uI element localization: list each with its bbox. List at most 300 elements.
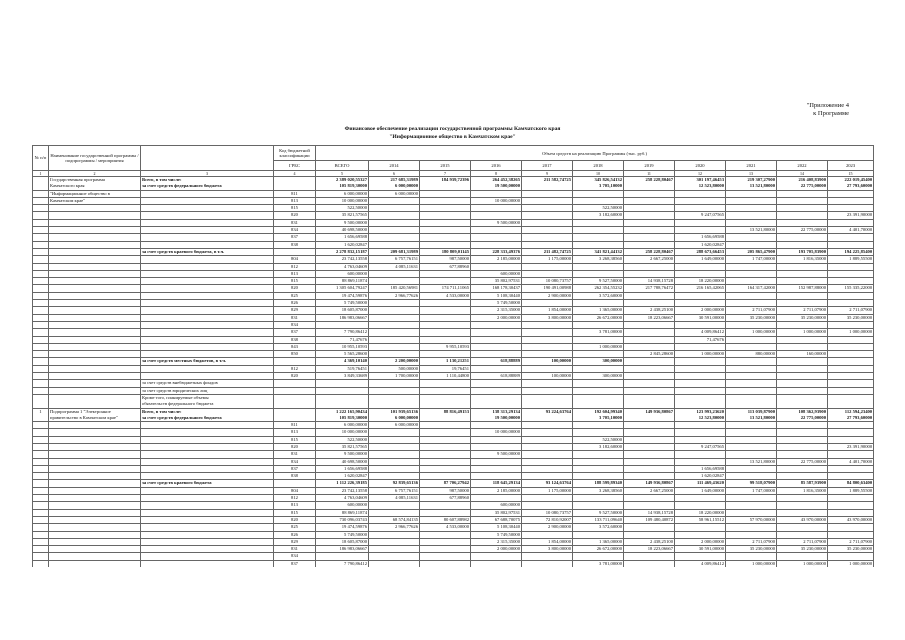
grbs-code: 815: [274, 278, 316, 285]
row-number: [33, 538, 49, 545]
amount-cell: 3 572,60000: [573, 292, 624, 299]
amount-cell: 7 790,86412: [316, 560, 369, 567]
row-number: [33, 365, 49, 372]
column-index: 7: [420, 171, 471, 177]
amount-cell: [420, 270, 471, 277]
program-name: [49, 256, 141, 263]
amount-cell: [828, 553, 874, 560]
amount-cell: 3 800,00000: [522, 314, 573, 321]
table-row: [33, 285, 874, 292]
table-row: [33, 458, 874, 465]
grbs-code: 825: [274, 524, 316, 531]
program-name: [49, 436, 141, 443]
amount-cell: [573, 336, 624, 343]
amount-cell: [420, 227, 471, 234]
table-row: [33, 227, 874, 234]
amount-cell: [777, 429, 828, 436]
amount-cell: [522, 451, 573, 458]
amount-cell: 9 500,00000: [471, 219, 522, 226]
amount-cell: [522, 380, 573, 387]
amount-cell: 10 000,00000: [316, 197, 369, 204]
funding-source: [141, 524, 274, 531]
amount-cell: 1 656,69588: [316, 234, 369, 241]
amount-cell: [828, 292, 874, 299]
amount-cell: [828, 524, 874, 531]
program-name: [49, 473, 141, 480]
amount-cell: 2 000,00000: [471, 314, 522, 321]
amount-cell: [726, 358, 777, 365]
amount-cell: [471, 401, 522, 408]
row-number: [33, 473, 49, 480]
amount-cell: [777, 553, 828, 560]
amount-cell: 13 521,80000: [726, 415, 777, 422]
amount-cell: [573, 422, 624, 429]
amount-cell: 2 845,28600: [624, 351, 675, 358]
amount-cell: [471, 495, 522, 502]
amount-cell: [369, 212, 420, 219]
amount-cell: [624, 380, 675, 387]
amount-cell: 18 220,00000: [675, 278, 726, 285]
table-row: [33, 270, 874, 277]
table-row: [33, 177, 874, 184]
amount-cell: [471, 205, 522, 212]
amount-cell: 27 793,60000: [828, 183, 874, 190]
row-number: [33, 177, 49, 184]
column-index: 13: [726, 171, 777, 177]
amount-cell: [471, 458, 522, 465]
program-name: [49, 422, 141, 429]
table-row: [33, 292, 874, 299]
table-row: [33, 300, 874, 307]
amount-cell: 500,00000: [369, 365, 420, 372]
amount-cell: 1 000,00000: [726, 329, 777, 336]
amount-cell: [675, 553, 726, 560]
header-year: 2018: [573, 161, 624, 171]
amount-cell: 1 175,00000: [522, 256, 573, 263]
amount-cell: [369, 465, 420, 472]
program-name: [49, 380, 141, 387]
amount-cell: [675, 394, 726, 401]
amount-cell: 40 698,50000: [316, 458, 369, 465]
amount-cell: [777, 241, 828, 248]
amount-cell: [573, 219, 624, 226]
amount-cell: [828, 197, 874, 204]
program-name: [49, 560, 141, 567]
amount-cell: [828, 234, 874, 241]
grbs-code: [274, 183, 316, 190]
amount-cell: [573, 241, 624, 248]
amount-cell: [471, 263, 522, 270]
amount-cell: 68 574,84135: [369, 516, 420, 523]
amount-cell: [675, 380, 726, 387]
amount-cell: 3 572,60000: [573, 524, 624, 531]
amount-cell: [420, 183, 471, 190]
amount-cell: [522, 465, 573, 472]
amount-cell: [726, 321, 777, 328]
program-name: "Информационное общество в: [49, 190, 141, 197]
amount-cell: 677,88960: [420, 263, 471, 270]
program-name: [49, 343, 141, 350]
grbs-code: 812: [274, 495, 316, 502]
amount-cell: 188 599,89340: [573, 480, 624, 487]
funding-source: [141, 292, 274, 299]
amount-cell: [624, 553, 675, 560]
amount-cell: 88 816,49153: [420, 408, 471, 415]
amount-cell: 88 869,11874: [316, 278, 369, 285]
amount-cell: 5 108,30440: [471, 292, 522, 299]
amount-cell: 19 474,59876: [316, 292, 369, 299]
amount-cell: [522, 227, 573, 234]
grbs-code: 834: [274, 321, 316, 328]
amount-cell: 1 656,69588: [675, 234, 726, 241]
funding-source: [141, 560, 274, 567]
grbs-code: [274, 248, 316, 255]
amount-cell: [828, 190, 874, 197]
header-year: 2017: [522, 161, 573, 171]
row-number: [33, 278, 49, 285]
amount-cell: [726, 197, 777, 204]
amount-cell: 4 533,00000: [420, 524, 471, 531]
amount-cell: [369, 458, 420, 465]
amount-cell: 19 474,59876: [316, 524, 369, 531]
row-number: [33, 465, 49, 472]
amount-cell: [522, 300, 573, 307]
amount-cell: [726, 300, 777, 307]
amount-cell: [828, 387, 874, 394]
amount-cell: 1 816,35000: [777, 487, 828, 494]
amount-cell: [726, 495, 777, 502]
funding-source: [141, 285, 274, 292]
amount-cell: 43 970,00000: [828, 516, 874, 523]
amount-cell: [522, 219, 573, 226]
amount-cell: 9 527,50000: [573, 509, 624, 516]
amount-cell: 5 749,50000: [316, 531, 369, 538]
amount-cell: [726, 365, 777, 372]
amount-cell: [624, 524, 675, 531]
header-year: ВСЕГО: [316, 161, 369, 171]
table-row: [33, 401, 874, 408]
amount-cell: 2 711,07900: [726, 538, 777, 545]
amount-cell: [522, 351, 573, 358]
amount-cell: 35 230,00000: [726, 314, 777, 321]
amount-cell: 6 000,00000: [369, 422, 420, 429]
column-index: 6: [369, 171, 420, 177]
amount-cell: [573, 300, 624, 307]
amount-cell: [522, 458, 573, 465]
amount-cell: 43 970,00000: [777, 516, 828, 523]
amount-cell: 1 854,00000: [522, 538, 573, 545]
amount-cell: 185 420,56981: [369, 285, 420, 292]
grbs-code: 820: [274, 373, 316, 380]
funding-source: [141, 263, 274, 270]
amount-cell: [471, 336, 522, 343]
amount-cell: [624, 443, 675, 450]
funding-source: [141, 502, 274, 509]
amount-cell: [828, 422, 874, 429]
amount-cell: [828, 205, 874, 212]
amount-cell: 18 605,87000: [316, 538, 369, 545]
amount-cell: 2 200,00000: [369, 358, 420, 365]
amount-cell: 10 000,00000: [471, 429, 522, 436]
amount-cell: [675, 270, 726, 277]
amount-cell: [726, 451, 777, 458]
grbs-code: 820: [274, 212, 316, 219]
amount-cell: 1 889,55500: [828, 487, 874, 494]
amount-cell: 109 480,40872: [624, 516, 675, 523]
amount-cell: [777, 443, 828, 450]
amount-cell: [316, 321, 369, 328]
funding-source: [141, 538, 274, 545]
header-year: 2014: [369, 161, 420, 171]
grbs-code: 850: [274, 351, 316, 358]
amount-cell: 192 604,99340: [573, 408, 624, 415]
program-name: [49, 285, 141, 292]
amount-cell: 2 315,35000: [471, 538, 522, 545]
row-number: [33, 560, 49, 567]
amount-cell: [420, 401, 471, 408]
amount-cell: 12 523,80000: [675, 415, 726, 422]
amount-cell: [726, 465, 777, 472]
amount-cell: [369, 197, 420, 204]
program-name: [49, 321, 141, 328]
amount-cell: 108 362,93900: [777, 408, 828, 415]
row-number: [33, 256, 49, 263]
amount-cell: 88 869,11874: [316, 509, 369, 516]
program-name: [49, 531, 141, 538]
amount-cell: 2 966,77626: [369, 292, 420, 299]
amount-cell: 216 165,42065: [675, 285, 726, 292]
amount-cell: [316, 380, 369, 387]
amount-cell: 35 802,97531: [471, 278, 522, 285]
row-number: [33, 422, 49, 429]
funding-source: за счет средств краевого бюджета: [141, 480, 274, 487]
amount-cell: [675, 300, 726, 307]
amount-cell: [369, 300, 420, 307]
amount-cell: 2 185,00000: [471, 256, 522, 263]
amount-cell: [420, 422, 471, 429]
amount-cell: [369, 502, 420, 509]
amount-cell: [573, 380, 624, 387]
table-row: [33, 351, 874, 358]
amount-cell: [624, 394, 675, 401]
amount-cell: [777, 373, 828, 380]
amount-cell: 3 705,10000: [573, 415, 624, 422]
amount-cell: [316, 401, 369, 408]
amount-cell: [675, 422, 726, 429]
amount-cell: [777, 270, 828, 277]
amount-cell: [624, 300, 675, 307]
amount-cell: [369, 394, 420, 401]
grbs-code: 811: [274, 190, 316, 197]
funding-source: [141, 212, 274, 219]
row-number: [33, 415, 49, 422]
amount-cell: 1 365,00000: [573, 538, 624, 545]
amount-cell: [471, 241, 522, 248]
amount-cell: 5 565,28600: [316, 351, 369, 358]
amount-cell: 600,00000: [471, 502, 522, 509]
program-name: [49, 443, 141, 450]
program-name: [49, 212, 141, 219]
amount-cell: 35 230,00000: [777, 546, 828, 553]
amount-cell: [624, 219, 675, 226]
row-number: [33, 343, 49, 350]
amount-cell: [777, 451, 828, 458]
amount-cell: [777, 278, 828, 285]
amount-cell: [522, 321, 573, 328]
amount-cell: [624, 473, 675, 480]
amount-cell: [420, 546, 471, 553]
amount-cell: [369, 443, 420, 450]
amount-cell: [777, 465, 828, 472]
amount-cell: 87 706,27942: [420, 480, 471, 487]
amount-cell: [624, 205, 675, 212]
grbs-code: 812: [274, 365, 316, 372]
program-name: [49, 263, 141, 270]
amount-cell: 341 821,44132: [573, 248, 624, 255]
amount-cell: [777, 495, 828, 502]
row-number: [33, 336, 49, 343]
amount-cell: [828, 358, 874, 365]
amount-cell: [522, 531, 573, 538]
amount-cell: [369, 351, 420, 358]
amount-cell: 1 854,00000: [522, 307, 573, 314]
amount-cell: 301 197,46453: [675, 177, 726, 184]
amount-cell: [624, 212, 675, 219]
amount-cell: 3 781,00000: [573, 329, 624, 336]
amount-cell: [726, 380, 777, 387]
amount-cell: [420, 473, 471, 480]
amount-cell: 618,88889: [471, 358, 522, 365]
amount-cell: [726, 443, 777, 450]
amount-cell: [624, 422, 675, 429]
amount-cell: [573, 458, 624, 465]
amount-cell: 40 698,50000: [316, 227, 369, 234]
amount-cell: [675, 321, 726, 328]
amount-cell: 211 582,74725: [522, 177, 573, 184]
amount-cell: [624, 190, 675, 197]
amount-cell: [777, 197, 828, 204]
amount-cell: [573, 401, 624, 408]
amount-cell: 13 521,80000: [726, 458, 777, 465]
grbs-code: [274, 387, 316, 394]
amount-cell: [573, 394, 624, 401]
amount-cell: [777, 205, 828, 212]
amount-cell: 6 757,76151: [369, 487, 420, 494]
funding-source: [141, 422, 274, 429]
amount-cell: 1 130,21251: [420, 358, 471, 365]
amount-cell: [471, 422, 522, 429]
amount-cell: [624, 321, 675, 328]
amount-cell: [522, 241, 573, 248]
amount-cell: 22 775,00000: [777, 227, 828, 234]
amount-cell: [522, 401, 573, 408]
amount-cell: [777, 263, 828, 270]
amount-cell: 4 009,86412: [675, 560, 726, 567]
table-row: [33, 451, 874, 458]
amount-cell: 6 000,00000: [369, 183, 420, 190]
amount-cell: [471, 465, 522, 472]
amount-cell: [420, 465, 471, 472]
program-name: [49, 278, 141, 285]
table-row: [33, 422, 874, 429]
amount-cell: 1 700,00000: [369, 373, 420, 380]
amount-cell: [726, 219, 777, 226]
amount-cell: 1 110,44800: [420, 373, 471, 380]
amount-cell: [573, 473, 624, 480]
table-row: [33, 329, 874, 336]
funding-source: [141, 487, 274, 494]
amount-cell: [471, 553, 522, 560]
amount-cell: [726, 336, 777, 343]
funding-source: [141, 436, 274, 443]
grbs-code: [274, 480, 316, 487]
program-name: [49, 329, 141, 336]
amount-cell: 72 810,92007: [522, 516, 573, 523]
amount-cell: [828, 321, 874, 328]
amount-cell: [624, 373, 675, 380]
amount-cell: 2 315,35000: [471, 307, 522, 314]
amount-cell: [573, 531, 624, 538]
amount-cell: [828, 531, 874, 538]
amount-cell: 2 667,25000: [624, 487, 675, 494]
row-number: [33, 241, 49, 248]
amount-cell: [573, 190, 624, 197]
amount-cell: [369, 205, 420, 212]
amount-cell: [624, 263, 675, 270]
amount-cell: [777, 336, 828, 343]
amount-cell: [573, 429, 624, 436]
table-row: [33, 307, 874, 314]
amount-cell: [369, 451, 420, 458]
row-number: [33, 248, 49, 255]
amount-cell: 99 518,07900: [726, 480, 777, 487]
amount-cell: [522, 436, 573, 443]
column-index: 2: [49, 171, 141, 177]
header-empty: [141, 146, 274, 171]
program-name: [49, 365, 141, 372]
amount-cell: 35 821,57565: [316, 443, 369, 450]
table-row: [33, 358, 874, 365]
amount-cell: 93 124,63764: [522, 480, 573, 487]
amount-cell: [675, 292, 726, 299]
amount-cell: [420, 197, 471, 204]
amount-cell: [522, 190, 573, 197]
amount-cell: [471, 227, 522, 234]
grbs-code: [274, 177, 316, 184]
amount-cell: 58 961,15512: [675, 516, 726, 523]
amount-cell: [573, 234, 624, 241]
grbs-code: 831: [274, 546, 316, 553]
amount-cell: [675, 387, 726, 394]
amount-cell: 1 656,69588: [675, 465, 726, 472]
program-name: [49, 307, 141, 314]
amount-cell: 19 500,00000: [471, 183, 522, 190]
grbs-code: [274, 394, 316, 401]
amount-cell: [316, 394, 369, 401]
amount-cell: 2 900,00000: [522, 292, 573, 299]
amount-cell: 4 401,70000: [828, 227, 874, 234]
amount-cell: [573, 365, 624, 372]
program-name: [49, 465, 141, 472]
appendix-line-1: "Приложение 4: [806, 102, 849, 109]
row-number: [33, 451, 49, 458]
amount-cell: 9 527,50000: [573, 278, 624, 285]
amount-cell: 30 591,00000: [675, 314, 726, 321]
amount-cell: 3 849,33689: [316, 373, 369, 380]
grbs-code: 834: [274, 458, 316, 465]
amount-cell: [726, 509, 777, 516]
amount-cell: [471, 436, 522, 443]
